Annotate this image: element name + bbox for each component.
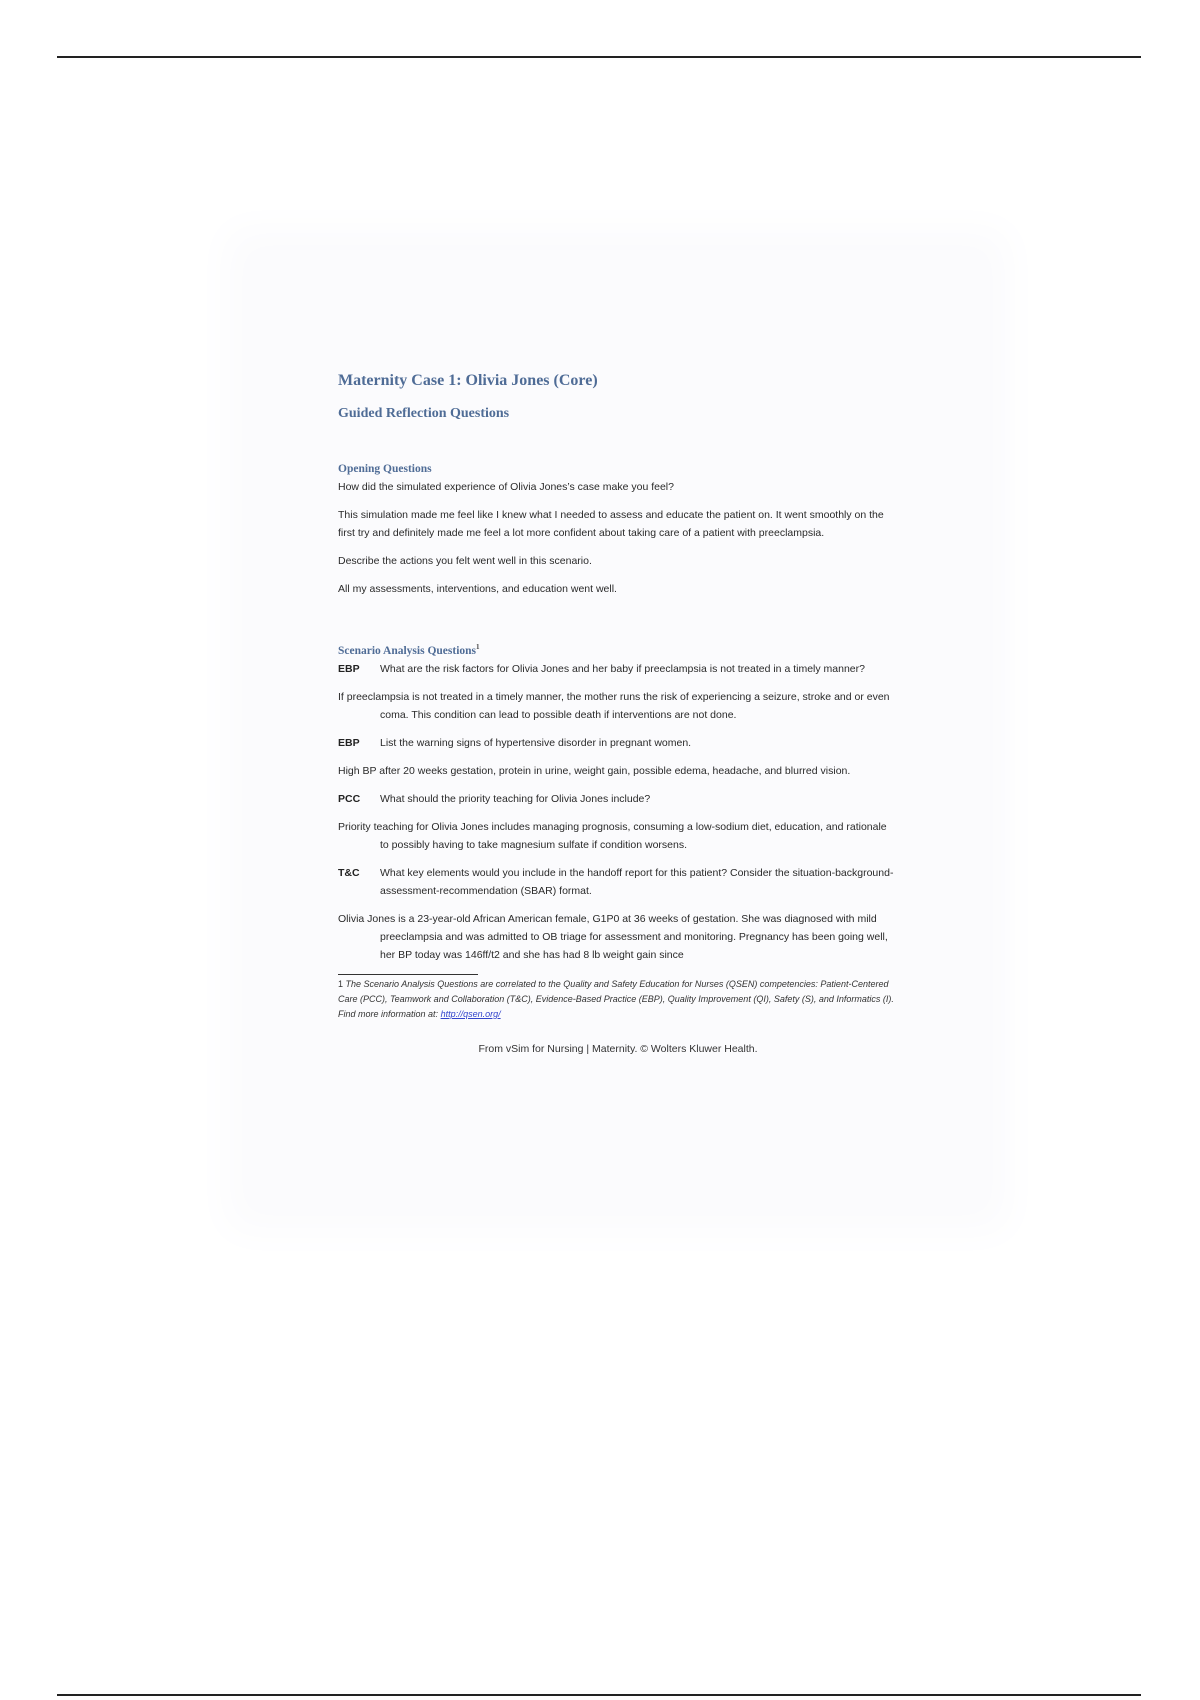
opening-answer-1: This simulation made me feel like I knew what I needed to assess and educate the patient on. It went smoothly on the first try and definitely made me feel a lot more confident about taking care of a patient with preeclampsia. — [338, 509, 884, 539]
document-title: Maternity Case 1: Olivia Jones (Core) — [338, 372, 598, 389]
scenario-analysis-heading — [338, 638, 898, 660]
question-tag: T&C — [338, 866, 360, 879]
document-subtitle: Guided Reflection Questions — [338, 406, 510, 421]
question-tag: PCC — [338, 792, 361, 805]
footnote-number: 1 — [338, 978, 344, 989]
analysis-question-3 — [338, 790, 898, 808]
footnote-marker: 1 — [476, 643, 480, 651]
question-tag: EBP — [338, 662, 360, 675]
question-text: What key elements would you include in the handoff report for this patient? Consider the situation-background-assessment-recommendation (SBAR) format. — [380, 866, 894, 897]
question-tag: EBP — [338, 736, 360, 749]
analysis-answer-2: High BP after 20 weeks gestation, protein in urine, weight gain, possible edema, headache, and blurred vision. — [338, 764, 851, 777]
analysis-answer-3: Priority teaching for Olivia Jones includes managing prognosis, consuming a low-sodium diet, education, and rationale to possibly having to take magnesium sulfate if condition worsens. — [338, 820, 887, 851]
question-text: What are the risk factors for Olivia Jones and her baby if preeclampsia is not treated in a timely manner? — [380, 662, 865, 675]
qsen-link[interactable]: http://qsen.org/ — [440, 1008, 501, 1019]
opening-question-2: Describe the actions you felt went well in this scenario. — [338, 555, 592, 567]
opening-question-1: How did the simulated experience of Olivia Jones’s case make you feel? — [338, 481, 674, 493]
footnote — [338, 977, 898, 1022]
bottom-divider — [57, 1694, 1141, 1696]
analysis-answer-4: Olivia Jones is a 23-year-old African American female, G1P0 at 36 weeks of gestation. She was diagnosed with mild preeclampsia and was admitted to OB triage for assessment and monitoring. Pregnancy has been going well, her BP today was 146ff/t2 and she has had 8 lb weight gain since — [338, 912, 888, 961]
analysis-question-4 — [338, 864, 898, 900]
question-text: What should the priority teaching for Olivia Jones include? — [380, 792, 651, 805]
scenario-analysis-heading-text: Scenario Analysis Questions — [338, 644, 477, 657]
opening-questions-heading: Opening Questions — [338, 463, 432, 475]
document-content — [338, 370, 898, 1058]
analysis-answer-1: If preeclampsia is not treated in a timely manner, the mother runs the risk of experiencing a seizure, stroke and or even coma. This condition can lead to possible death if interventions are not done. — [338, 690, 890, 721]
footnote-divider — [338, 974, 478, 975]
top-divider — [57, 56, 1141, 58]
question-text: List the warning signs of hypertensive disorder in pregnant women. — [380, 736, 692, 749]
opening-answer-2: All my assessments, interventions, and education went well. — [338, 583, 617, 595]
analysis-question-2 — [338, 734, 898, 752]
footer-credit: From vSim for Nursing | Maternity. © Wolters Kluwer Health. — [478, 1042, 758, 1055]
footnote-text: The Scenario Analysis Questions are correlated to the Quality and Safety Education for Nurses (QSEN) competencies: Patient-Centered Care (PCC), Teamwork and Collaboration (T&C), Evidence-Based Practice (EBP), Quality Improvement (QI), Safety (S), and Informatics (I). Find more information at: — [338, 978, 894, 1019]
analysis-question-1 — [338, 660, 898, 678]
